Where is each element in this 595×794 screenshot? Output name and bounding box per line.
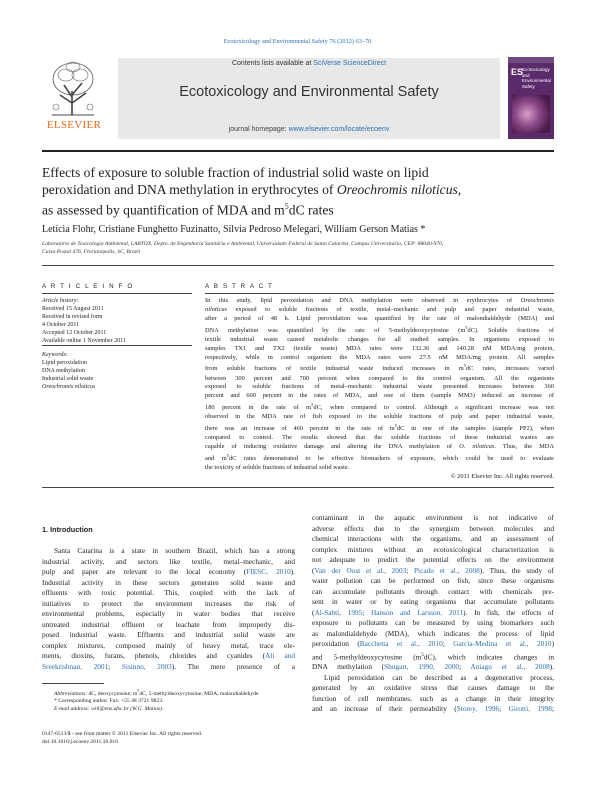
history-item: Available online 1 November 2011 — [42, 337, 126, 344]
body-line: ments, dioxins, furans, phenols, chlorides and cyanides (Ali and — [42, 651, 295, 660]
journal-cover-image — [508, 57, 554, 139]
body-line: adverse effects due to the synergism between molecules and — [312, 523, 554, 533]
keyword-item: Oreochromis niloticus — [42, 383, 96, 390]
body-line: can accumulate pollutants through contact with chemicals pre- — [312, 586, 554, 596]
abstract-line: the toxicity of soluble fractions of industrial solid waste. — [205, 464, 350, 472]
history-item: Received in revised form — [42, 313, 103, 320]
doi-line[interactable]: doi:10.1016/j.ecoenv.2011.10.016 — [42, 738, 119, 745]
history-item: Received 15 August 2011 — [42, 305, 104, 312]
body-line: and an increase of their permeability (Storey, 1996; Girotti, 1998; — [312, 704, 554, 714]
footnote-abbreviations: Abbreviations: dC, deoxycytosine; $m^5dC$, 5-methyldeoxycytosine; MDA, malondialdehyde — [54, 689, 259, 697]
keyword-item: DNA methylation — [42, 367, 85, 374]
article-info-rule — [42, 293, 192, 294]
body-line: (Al-Sabti, 1995; Hanson and Larsson, 2011). In fish, the effects of — [312, 607, 554, 617]
section-heading-introduction: 1. Introduction — [42, 525, 93, 534]
affiliation-line-2: Caixa Postal 476, Florianópolis, SC, Brazil — [42, 249, 141, 255]
copyright: © 2011 Elsevier Inc. All rights reserved. — [450, 473, 554, 480]
footnote-email[interactable]: E-mail address: will@ens.ufsc.br (W.G. Matias). — [54, 705, 164, 712]
keywords-label: Keywords: — [42, 352, 68, 358]
body-line: Lipid peroxidation can be described as a degenerative process, — [324, 672, 554, 682]
header-rule — [42, 150, 554, 152]
affiliation — [42, 240, 554, 256]
footnote-corresponding: * Corresponding author. Fax: +55 48 3721 9823. — [54, 698, 164, 705]
body-line: generated by an oxidative stress that causes damage to the — [312, 683, 554, 693]
article-history — [42, 298, 192, 345]
front-matter — [42, 731, 342, 746]
history-label: Article history: — [42, 298, 79, 304]
title-line-1: Effects of exposure to soluble fraction of industrial solid waste on lipid — [42, 165, 429, 180]
body-line: contaminant in the aquatic environment is not indicative of — [312, 513, 554, 522]
abstract-line: percent and 600 percent in the rates of MDA, and one of them (sample MM3) induced an increase of — [205, 392, 554, 400]
body-line: as malondialdehyde (MDA), which indicates the process of lipid — [312, 628, 554, 638]
divider — [42, 265, 554, 266]
body-line: effluents with toxic potential. This, coupled with the lack of — [42, 588, 295, 597]
body-line: complex mixtures without an ecotoxicological characterization is — [312, 544, 554, 554]
body-line: not adequate to predict the potential effects on the environment — [312, 555, 554, 564]
abstract-line: respectively, while in control organism the MDA rates were 27.5 nM MDA/mg protein. All samples — [205, 353, 554, 361]
body-line: exposure to pollutants can be measured by using biomarkers such — [312, 618, 554, 627]
contents-prefix: Contents lists available at — [231, 60, 314, 67]
abstract-line: and $m^5dC$ rates demonstrated to be effective biomarkers of exposure, which could be used to evaluate — [205, 453, 554, 463]
authors: Letícia Flohr, Cristiane Funghetto Fuzinatto, Sílvia Pedroso Melegari, William Gerson Matias * — [42, 224, 426, 235]
affiliation-line-1: Laboratório de Toxicologia Ambiental, LABTOX, Depto. de Engenharia Sanitária e Ambiental, Universidade Federal de Santa Catarina, Campus Universitário, CEP: 88040-970, — [42, 241, 444, 247]
body-line: water pollution can be performed on fish, since these organisms — [312, 576, 554, 585]
history-rule — [42, 345, 192, 346]
divider-bottom — [42, 487, 554, 488]
body-line: DNA methylation (Shugart, 1990, 2000; Aniagu et al., 2008). — [312, 662, 555, 672]
abstract-line: In this study, lipid peroxidation and DNA methylation were observed in erythrocytes of Oreochromis — [205, 297, 554, 304]
body-line: Industrial activity in these sectors generates solid waste and — [42, 577, 295, 587]
abstract-line: compared to control. The results showed that the soluble fractions of these industrial wastes are — [205, 434, 554, 442]
title-line-2: peroxidation and DNA methylation in erythrocytes of Oreochromis niloticus, — [42, 182, 462, 197]
abstract-rule — [205, 293, 554, 294]
abstract-text — [205, 297, 554, 473]
abstract-line: exposed to soluble fractions of metal–mechanic industrial waste presented increases between 360 — [205, 383, 554, 391]
body-line: Santa Catarina is a state in southern Brazil, which has a strong — [54, 546, 295, 555]
body-line: pulp and paper are relevant to the local economy (FIESC, 2010). — [42, 567, 295, 576]
history-item: Accepted 12 October 2011 — [42, 329, 107, 336]
sciencedirect-link[interactable]: SciVerse ScienceDirect — [313, 60, 387, 67]
keywords — [42, 352, 192, 392]
journal-reference[interactable]: Ecotoxicology and Environmental Safety 76 (2012) 63–70 — [223, 38, 372, 45]
abstract-line: capable of inducing oxidative damage and altering the DNA methylation of O. niloticus. Thus, the MDA — [205, 443, 555, 451]
abstract-line: 180 percent in the rate of $m^5dC$, when compared to control. Although a significant increase was not — [205, 402, 554, 412]
keyword-item: Lipid peroxidation — [42, 359, 87, 366]
cover-title: Ecotoxicology and Environmental Safety — [522, 67, 551, 89]
abstract-line: niloticus exposed to soluble fractions of textile, metal–mechanic and pulp and paper industrial waste, — [205, 305, 554, 313]
abstract-line: samples TX1 and TX2 (textile waste) MDA rates were 132.36 and 140.28 nM MDA/mg protein, — [205, 344, 554, 352]
elsevier-wordmark: ELSEVIER — [46, 119, 102, 131]
abstract-line: there was an increase of 460 percent in the rate of $m^5dC$ in one of the samples (sample PP2), when — [205, 423, 554, 433]
cover-es-mark: ES — [511, 67, 524, 77]
history-item: 4 October 2011 — [42, 321, 80, 328]
body-line: Sreekrishnan, 2001; Sisinno, 2003). The mere presence of a — [42, 661, 296, 671]
homepage-line — [118, 126, 500, 133]
abstract-line: textile industrial waste caused metabolic changes for all studied samples. In organisms exposed to — [205, 335, 554, 343]
body-line: initiatives to protect the environment increases the risk of — [42, 598, 295, 608]
title-line-3: as assessed by quantification of MDA and $m^5dC$ rates — [42, 202, 334, 218]
body-line: peroxidation (Bacchetta et al., 2010; García-Medina et al., 2010) — [312, 639, 554, 648]
keyword-item: Industrial solid waste — [42, 375, 94, 382]
abstract-heading: A B S T R A C T — [205, 283, 274, 290]
body-line: chemical interactions with the organisms, and an assessment of — [312, 534, 554, 543]
body-line: (Van der Oost et al., 2003; Picado et al., 2008). Thus, the study of — [312, 565, 554, 575]
right-column-text — [312, 513, 554, 715]
body-line: environmental problems, especially in water bodies that receive — [42, 609, 295, 618]
body-line: untreated industrial effluent or leachate from improperly dis- — [42, 619, 295, 629]
article-info-heading: A R T I C L E I N F O — [42, 283, 134, 290]
abstract-line: between 300 percent and 700 percent when compared to the control organism. All the organisms — [205, 374, 554, 382]
journal-title: Ecotoxicology and Environmental Safety — [179, 84, 439, 100]
body-line: function of cell membranes, such as a change in their integrity — [312, 693, 554, 703]
front-matter-line: 0147-6513/$ - see front matter © 2011 Elsevier Inc. All rights reserved. — [42, 731, 203, 737]
body-line: sent in water or by eating organisms that accumulate pollutants — [312, 597, 554, 606]
body-line: complex mixtures, composed mainly of heavy metal, trace ele- — [42, 640, 295, 650]
left-column-text — [42, 546, 295, 672]
body-line: posed industrial waste. Effluents and industrial solid waste are — [42, 630, 295, 639]
homepage-link[interactable]: www.elsevier.com/locate/ecoenv — [288, 126, 390, 133]
footnote-rule — [42, 683, 104, 684]
body-line: and 5-methyldeoxycytosine $(m^5dC)$, which indicates changes in — [312, 651, 554, 661]
abstract-line: DNA methylation was quantified by the rate of 5-methyldeoxycytosine $(m^5dC)$. Soluble fractions of — [205, 324, 555, 334]
footnotes — [42, 688, 295, 713]
homepage-prefix: journal homepage: — [228, 126, 289, 133]
abstract-line: observed in the MDA rate of fish exposed to the soluble fractions of pulp and paper industrial waste, — [205, 413, 554, 421]
article-title — [42, 164, 554, 219]
abstract-line: after a period of 48 h. Lipid peroxidation was quantified by the rate of malondialdehyde (MDA) and — [205, 314, 554, 322]
abstract-line: from soluble fractions of textile industrial waste induced increases in $m^5dC$ rates, increases varied — [205, 363, 554, 373]
contents-line — [118, 60, 500, 67]
body-line: industrial activity, and sectors like textile, metal–mechanic, and — [42, 556, 295, 566]
